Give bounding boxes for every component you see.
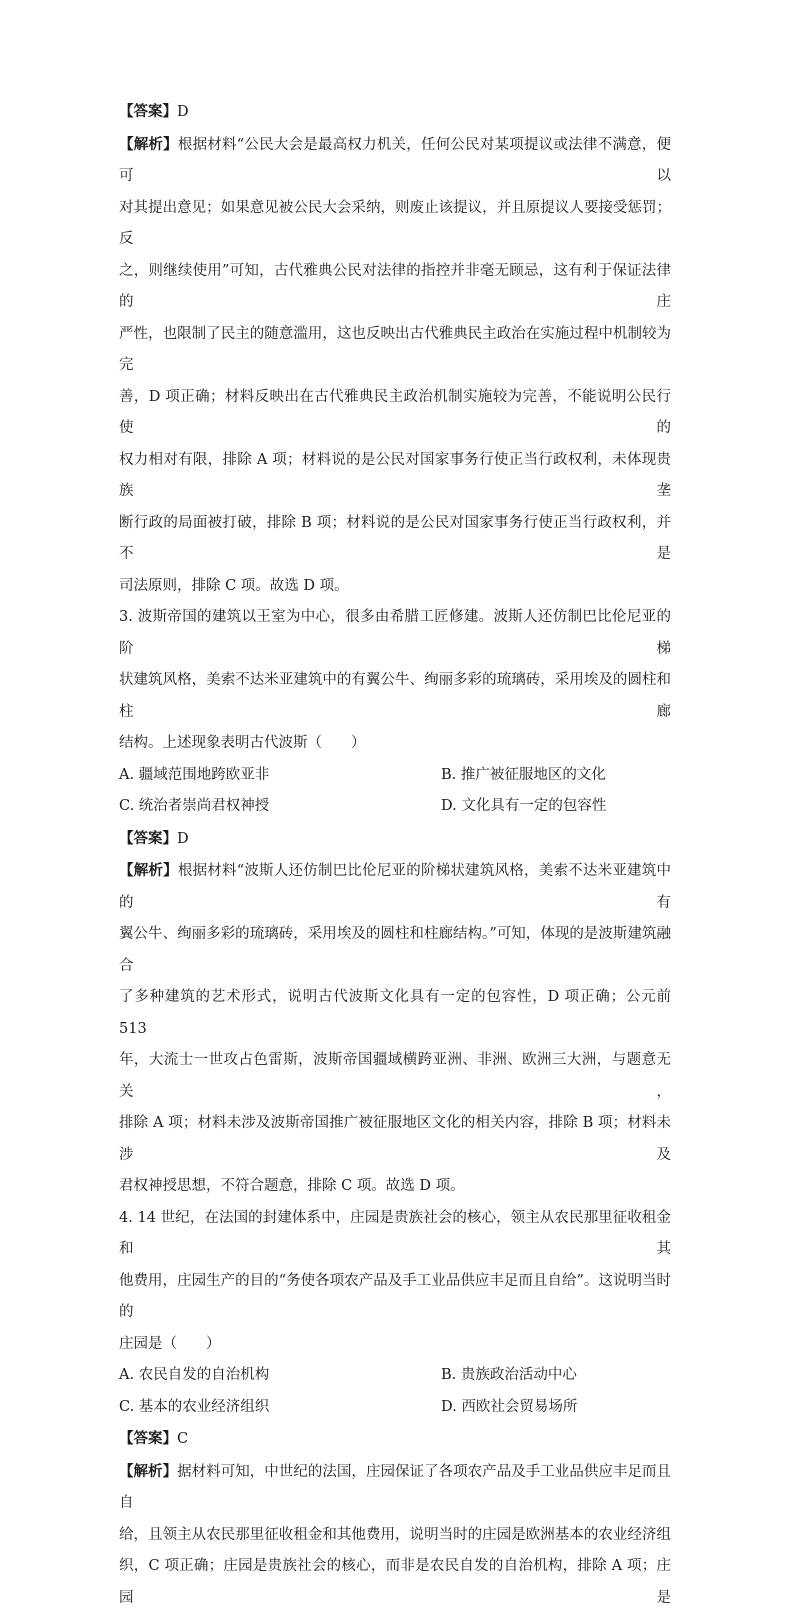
q4-analysis-line: 织，C 项正确；庄园是贵族社会的核心，而非是农民自发的自治机构，排除 A 项；庄园是	[119, 1558, 671, 1606]
q4-stem-line: 庄园是（ ）	[119, 1335, 221, 1352]
q3-stem-line: 状建筑风格，美索不达米亚建筑中的有翼公牛、绚丽多彩的琉璃砖，采用埃及的圆柱和柱廊	[119, 672, 671, 720]
analysis-tag: 【解析】	[119, 862, 178, 879]
q2-analysis-line: 之，则继续使用”可知，古代雅典公民对法律的指控并非毫无顾忌，这有利于保证法律的庄	[119, 262, 671, 310]
q3-option-d: D. 文化具有一定的包容性	[441, 798, 607, 814]
q2-analysis-line: 【解析】根据材料“公民大会是最高权力机关，任何公民对某项提议或法律不满意，便可以	[119, 135, 671, 184]
q3-analysis-line: 了多种建筑的艺术形式，说明古代波斯文化具有一定的包容性，D 项正确；公元前 513	[119, 989, 671, 1037]
q2-analysis-line: 司法原则，排除 C 项。故选 D 项。	[119, 577, 349, 594]
q3-analysis-line: 排除 A 项；材料未涉及波斯帝国推广被征服地区文化的相关内容，排除 B 项；材料未涉及	[119, 1115, 671, 1163]
q2-analysis-line: 对其提出意见；如果意见被公民大会采纳，则废止该提议，并且原提议人要接受惩罚；反	[119, 199, 671, 247]
q4-stem-line: 他费用，庄园生产的目的“务使各项农产品及手工业品供应丰足而且自给”。这说明当时的	[119, 1272, 671, 1320]
q3-analysis-line: 年，大流士一世攻占色雷斯，波斯帝国疆域横跨亚洲、非洲、欧洲三大洲，与题意无关，	[119, 1052, 671, 1100]
q3-options-row	[119, 791, 671, 823]
q4-analysis-line: 给，且领主从农民那里征收租金和其他费用，说明当时的庄园是欧洲基本的农业经济组	[119, 1526, 671, 1543]
q3-analysis-line: 翼公牛、绚丽多彩的琉璃砖，采用埃及的圆柱和柱廊结构。”可知，体现的是波斯建筑融合	[119, 926, 671, 974]
q3-stem-line: 结构。上述现象表明古代波斯（ ）	[119, 735, 366, 751]
q4-answer	[119, 1423, 671, 1456]
document-page	[119, 96, 671, 1614]
answer-value: D	[177, 104, 189, 120]
answer-value: C	[177, 1431, 189, 1447]
q4-analysis-line: 【解析】据材料可知，中世纪的法国，庄园保证了各项农产品及手工业品供应丰足而且自	[119, 1462, 671, 1511]
q2-analysis-line: 断行政的局面被打破，排除 B 项；材料说的是公民对国家事务行使正当行政权利，并不是	[119, 514, 671, 562]
q2-answer	[119, 96, 671, 129]
q3-analysis-line: 君权神授思想，不符合题意，排除 C 项。故选 D 项。	[119, 1178, 465, 1194]
analysis-tag: 【解析】	[119, 135, 178, 153]
q4-option-c: C. 基本的农业经济组织	[119, 1398, 270, 1415]
q3-answer	[119, 823, 671, 856]
analysis-tag: 【解析】	[119, 1462, 178, 1480]
q2-analysis-line: 严性，也限制了民主的随意滥用，这也反映出古代雅典民主政治在实施过程中机制较为完	[119, 325, 671, 373]
q3-option-b: B. 推广被征服地区的文化	[441, 766, 606, 783]
q4-option-b: B. 贵族政治活动中心	[441, 1367, 577, 1383]
q3-option-a: A. 疆域范围地跨欧亚非	[119, 766, 270, 783]
q4-option-d: D. 西欧社会贸易场所	[441, 1398, 578, 1415]
q3-option-c: C. 统治者崇尚君权神授	[119, 798, 270, 814]
q2-analysis-line: 善，D 项正确；材料反映出在古代雅典民主政治机制实施较为完善，不能说明公民行使的	[119, 388, 671, 436]
q4-stem-line: 4. 14 世纪，在法国的封建体系中，庄园是贵族社会的核心，领主从农民那里征收租金和其	[119, 1209, 671, 1257]
q4-options-row	[119, 1392, 671, 1424]
answer-tag: 【答案】	[119, 103, 177, 120]
q3-options-row	[119, 760, 671, 792]
q3-stem-line: 3. 波斯帝国的建筑以王室为中心，很多由希腊工匠修建。波斯人还仿制巴比伦尼亚的阶梯	[119, 609, 671, 657]
q4-option-a: A. 农民自发的自治机构	[119, 1367, 270, 1383]
q2-analysis-line: 权力相对有限，排除 A 项；材料说的是公民对国家事务行使正当行政权利，未体现贵族垄	[119, 451, 671, 499]
answer-value: D	[177, 830, 189, 847]
q4-options-row	[119, 1360, 671, 1392]
answer-tag: 【答案】	[119, 1430, 177, 1447]
q3-analysis-line: 【解析】根据材料“波斯人还仿制巴比伦尼亚的阶梯状建筑风格，美索不达米亚建筑中的有	[119, 862, 671, 911]
answer-tag: 【答案】	[119, 829, 177, 847]
